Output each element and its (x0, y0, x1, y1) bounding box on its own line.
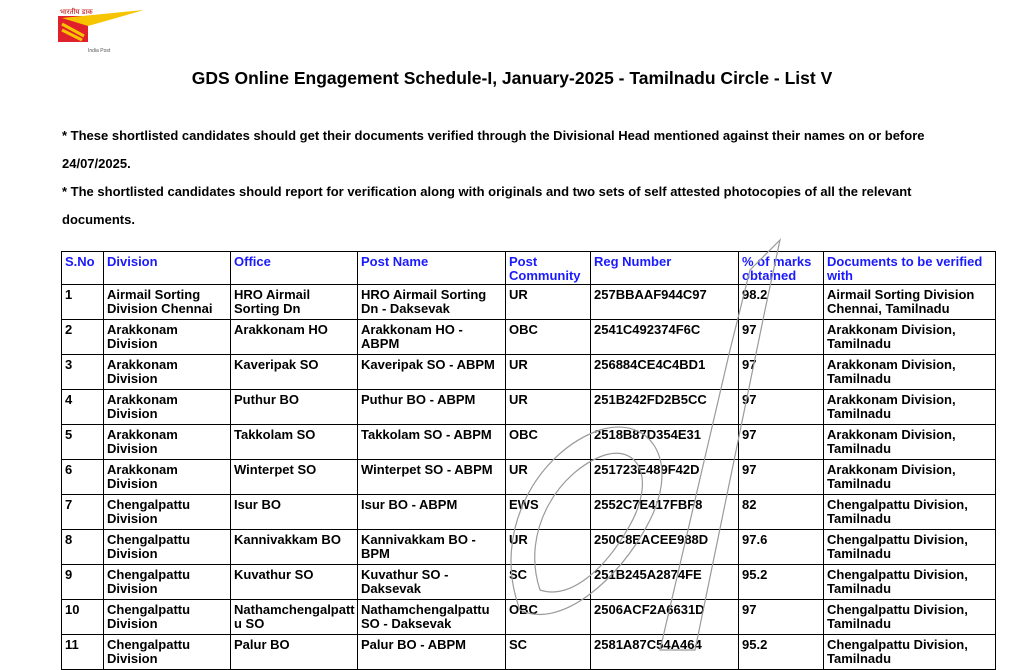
table-row (62, 565, 996, 600)
cell-post-name: Takkolam SO - ABPM (358, 425, 506, 460)
cell-marks: 95.2 (739, 565, 824, 600)
cell-post-name: Kaveripak SO - ABPM (358, 355, 506, 390)
cell-post-name: Isur BO - ABPM (358, 495, 506, 530)
header-post-community: Post Community (506, 252, 591, 285)
header-division: Division (104, 252, 231, 285)
cell-marks: 97 (739, 600, 824, 635)
cell-division: Chengalpattu Division (104, 530, 231, 565)
cell-sno: 7 (62, 495, 104, 530)
cell-sno: 10 (62, 600, 104, 635)
cell-documents: Arakkonam Division, Tamilnadu (824, 390, 996, 425)
cell-marks: 98.2 (739, 285, 824, 320)
cell-office: HRO Airmail Sorting Dn (231, 285, 358, 320)
cell-reg-number: 2552C7E417FBF8 (591, 495, 739, 530)
cell-post-community: UR (506, 285, 591, 320)
cell-office: Kuvathur SO (231, 565, 358, 600)
cell-sno: 5 (62, 425, 104, 460)
header-reg-number: Reg Number (591, 252, 739, 285)
table-row (62, 320, 996, 355)
cell-documents: Chengalpattu Division, Tamilnadu (824, 565, 996, 600)
cell-post-name: Kannivakkam BO - BPM (358, 530, 506, 565)
cell-office: Puthur BO (231, 390, 358, 425)
cell-marks: 97 (739, 320, 824, 355)
cell-documents: Chengalpattu Division, Tamilnadu (824, 635, 996, 670)
cell-documents: Arakkonam Division, Tamilnadu (824, 355, 996, 390)
cell-office: Isur BO (231, 495, 358, 530)
page-title: GDS Online Engagement Schedule-I, January-2025 - Tamilnadu Circle - List V (191, 68, 833, 88)
cell-marks: 97 (739, 390, 824, 425)
cell-marks: 97 (739, 355, 824, 390)
cell-post-name: Nathamchengalpattu SO - Daksevak (358, 600, 506, 635)
table-row (62, 495, 996, 530)
cell-post-community: EWS (506, 495, 591, 530)
table-row (62, 635, 996, 670)
cell-documents: Airmail Sorting Division Chennai, Tamilnadu (824, 285, 996, 320)
cell-sno: 6 (62, 460, 104, 495)
cell-marks: 97.6 (739, 530, 824, 565)
cell-division: Arakkonam Division (104, 460, 231, 495)
cell-sno: 11 (62, 635, 104, 670)
cell-sno: 1 (62, 285, 104, 320)
cell-marks: 95.2 (739, 635, 824, 670)
cell-division: Arakkonam Division (104, 320, 231, 355)
cell-post-community: OBC (506, 320, 591, 355)
header-office: Office (231, 252, 358, 285)
cell-sno: 9 (62, 565, 104, 600)
header-marks: % of marks obtained (739, 252, 824, 285)
cell-reg-number: 257BBAAF944C97 (591, 285, 739, 320)
cell-post-community: UR (506, 530, 591, 565)
cell-reg-number: 2581A87C54A464 (591, 635, 739, 670)
cell-sno: 8 (62, 530, 104, 565)
cell-division: Arakkonam Division (104, 355, 231, 390)
cell-division: Airmail Sorting Division Chennai (104, 285, 231, 320)
header-documents: Documents to be verified with (824, 252, 996, 285)
cell-reg-number: 2518B87D354E31 (591, 425, 739, 460)
cell-sno: 4 (62, 390, 104, 425)
cell-documents: Chengalpattu Division, Tamilnadu (824, 530, 996, 565)
cell-reg-number: 251B245A2874FE (591, 565, 739, 600)
cell-reg-number: 251B242FD2B5CC (591, 390, 739, 425)
cell-post-community: OBC (506, 600, 591, 635)
cell-division: Chengalpattu Division (104, 635, 231, 670)
table-row (62, 600, 996, 635)
cell-office: Nathamchengalpattu SO (231, 600, 358, 635)
cell-post-name: HRO Airmail Sorting Dn - Daksevak (358, 285, 506, 320)
cell-documents: Arakkonam Division, Tamilnadu (824, 425, 996, 460)
table-row (62, 460, 996, 495)
cell-documents: Arakkonam Division, Tamilnadu (824, 320, 996, 355)
cell-post-community: UR (506, 460, 591, 495)
cell-office: Arakkonam HO (231, 320, 358, 355)
cell-post-name: Puthur BO - ABPM (358, 390, 506, 425)
cell-documents: Chengalpattu Division, Tamilnadu (824, 600, 996, 635)
cell-office: Takkolam SO (231, 425, 358, 460)
logo-english-text: India Post (88, 48, 111, 54)
cell-division: Arakkonam Division (104, 425, 231, 460)
note-verification-deadline: * These shortlisted candidates should get their documents verified through the Divisional Head mentioned against their names on or before 24/07/2025. (62, 128, 925, 171)
note-documents-required: * The shortlisted candidates should report for verification along with originals and two sets of self attested photocopies of all the relevant documents. (62, 184, 912, 227)
table-row (62, 425, 996, 460)
cell-reg-number: 256884CE4C4BD1 (591, 355, 739, 390)
india-post-logo (58, 6, 148, 54)
shortlist-table (61, 251, 996, 670)
table-row (62, 530, 996, 565)
cell-marks: 97 (739, 425, 824, 460)
cell-post-community: SC (506, 565, 591, 600)
cell-post-community: OBC (506, 425, 591, 460)
cell-reg-number: 2541C492374F6C (591, 320, 739, 355)
header-sno: S.No (62, 252, 104, 285)
india-post-logo-icon (58, 6, 148, 54)
cell-division: Chengalpattu Division (104, 565, 231, 600)
cell-post-community: UR (506, 390, 591, 425)
table-row (62, 285, 996, 320)
cell-post-name: Palur BO - ABPM (358, 635, 506, 670)
cell-marks: 82 (739, 495, 824, 530)
table-row (62, 355, 996, 390)
cell-division: Arakkonam Division (104, 390, 231, 425)
cell-sno: 3 (62, 355, 104, 390)
cell-division: Chengalpattu Division (104, 495, 231, 530)
cell-reg-number: 250C8EACEE988D (591, 530, 739, 565)
table-header-row (62, 252, 996, 285)
cell-documents: Arakkonam Division, Tamilnadu (824, 460, 996, 495)
cell-office: Kaveripak SO (231, 355, 358, 390)
logo-hindi-text: भारतीय डाक (60, 8, 93, 16)
cell-office: Palur BO (231, 635, 358, 670)
cell-post-community: UR (506, 355, 591, 390)
cell-marks: 97 (739, 460, 824, 495)
cell-office: Winterpet SO (231, 460, 358, 495)
cell-reg-number: 2506ACF2A6631D (591, 600, 739, 635)
table-row (62, 390, 996, 425)
cell-documents: Chengalpattu Division, Tamilnadu (824, 495, 996, 530)
cell-post-name: Arakkonam HO - ABPM (358, 320, 506, 355)
cell-post-name: Kuvathur SO - Daksevak (358, 565, 506, 600)
cell-sno: 2 (62, 320, 104, 355)
cell-office: Kannivakkam BO (231, 530, 358, 565)
cell-post-name: Winterpet SO - ABPM (358, 460, 506, 495)
header-post-name: Post Name (358, 252, 506, 285)
cell-post-community: SC (506, 635, 591, 670)
cell-division: Chengalpattu Division (104, 600, 231, 635)
cell-reg-number: 251723E489F42D (591, 460, 739, 495)
